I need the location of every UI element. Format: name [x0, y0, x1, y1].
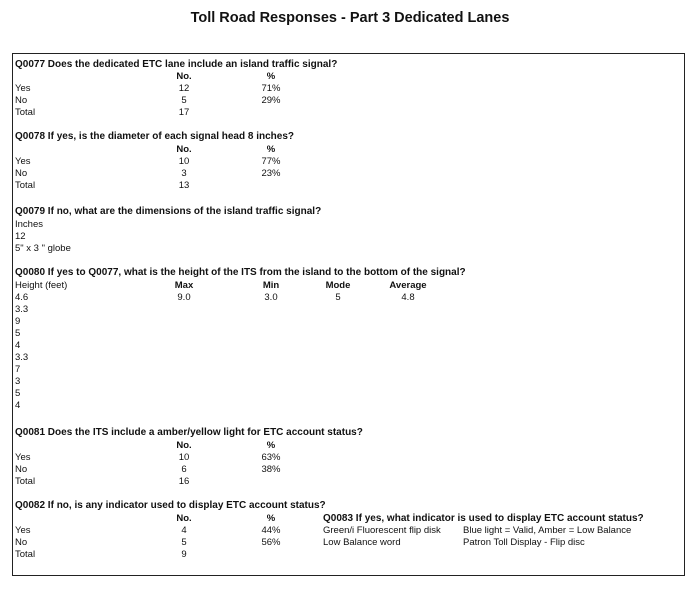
col-header-no: No.: [176, 440, 192, 451]
row-percent: 77%: [261, 156, 281, 167]
col-header-pct: %: [266, 440, 276, 451]
row-percent: 29%: [261, 95, 281, 106]
height-value: 7: [15, 364, 21, 375]
height-value: 4.6: [15, 292, 29, 303]
row-percent: 23%: [261, 168, 281, 179]
stat-min: 3.0: [264, 292, 278, 303]
question-q0077: Q0077 Does the dedicated ETC lane include an island traffic signal?: [15, 59, 338, 70]
row-label: Yes: [15, 525, 31, 536]
row-count: 12: [178, 83, 190, 94]
row-count: 5: [181, 95, 187, 106]
question-q0080: Q0080 If yes to Q0077, what is the height of the ITS from the island to the bottom of the signal?: [15, 267, 466, 278]
row-percent: 56%: [261, 537, 281, 548]
row-label: Yes: [15, 83, 31, 94]
question-q0083: Q0083 If yes, what indicator is used to display ETC account status?: [323, 513, 644, 524]
row-count: 6: [181, 464, 187, 475]
row-label: Total: [15, 107, 36, 118]
row-count: 17: [178, 107, 190, 118]
height-value: 4: [15, 400, 21, 411]
question-q0079: Q0079 If no, what are the dimensions of the island traffic signal?: [15, 206, 322, 217]
height-value: 5: [15, 388, 21, 399]
col-header-mode: Mode: [325, 280, 351, 291]
row-label: No: [15, 95, 28, 106]
answer-line: 5" x 3 " globe: [15, 243, 71, 254]
col-header-no: No.: [176, 144, 192, 155]
row-count: 16: [178, 476, 190, 487]
col-header-pct: %: [266, 71, 276, 82]
row-label: Yes: [15, 156, 31, 167]
height-value: 9: [15, 316, 21, 327]
row-label: Total: [15, 476, 36, 487]
col-header-no: No.: [176, 513, 192, 524]
stat-max: 9.0: [177, 292, 191, 303]
height-value: 5: [15, 328, 21, 339]
row-percent: 63%: [261, 452, 281, 463]
col-header-pct: %: [266, 513, 276, 524]
indicator-answer: Green/i Fluorescent flip disk: [323, 525, 441, 536]
row-percent: 44%: [261, 525, 281, 536]
row-count: 3: [181, 168, 187, 179]
answer-line: Inches: [15, 219, 43, 230]
row-label: No: [15, 168, 28, 179]
row-percent: 38%: [261, 464, 281, 475]
question-q0082: Q0082 If no, is any indicator used to display ETC account status?: [15, 500, 326, 511]
indicator-answer: Low Balance word: [323, 537, 401, 548]
row-label: No: [15, 464, 28, 475]
row-count: 10: [178, 452, 190, 463]
height-value: 3: [15, 376, 21, 387]
stat-mode: 5: [335, 292, 341, 303]
col-header-min: Min: [262, 280, 280, 291]
stat-average: 4.8: [401, 292, 415, 303]
question-q0081: Q0081 Does the ITS include a amber/yellow light for ETC account status?: [15, 427, 363, 438]
height-value: 4: [15, 340, 21, 351]
row-count: 5: [181, 537, 187, 548]
row-label: No: [15, 537, 28, 548]
answer-line: 12: [15, 231, 26, 242]
row-count: 10: [178, 156, 190, 167]
height-value: 3.3: [15, 352, 29, 363]
row-percent: 71%: [261, 83, 281, 94]
column-label-height: Height (feet): [15, 280, 68, 291]
indicator-answer: Patron Toll Display - Flip disc: [463, 537, 585, 548]
row-count: 13: [178, 180, 190, 191]
row-label: Total: [15, 180, 36, 191]
col-header-pct: %: [266, 144, 276, 155]
height-value: 3.3: [15, 304, 29, 315]
question-q0078: Q0078 If yes, is the diameter of each signal head 8 inches?: [15, 131, 294, 142]
row-label: Total: [15, 549, 36, 560]
indicator-answer: Blue light = Valid, Amber = Low Balance: [463, 525, 632, 536]
row-count: 9: [181, 549, 187, 560]
col-header-no: No.: [176, 71, 192, 82]
row-count: 4: [181, 525, 187, 536]
page-title: Toll Road Responses - Part 3 Dedicated Lanes: [190, 10, 510, 26]
row-label: Yes: [15, 452, 31, 463]
col-header-max: Max: [174, 280, 194, 291]
col-header-average: Average: [389, 280, 427, 291]
